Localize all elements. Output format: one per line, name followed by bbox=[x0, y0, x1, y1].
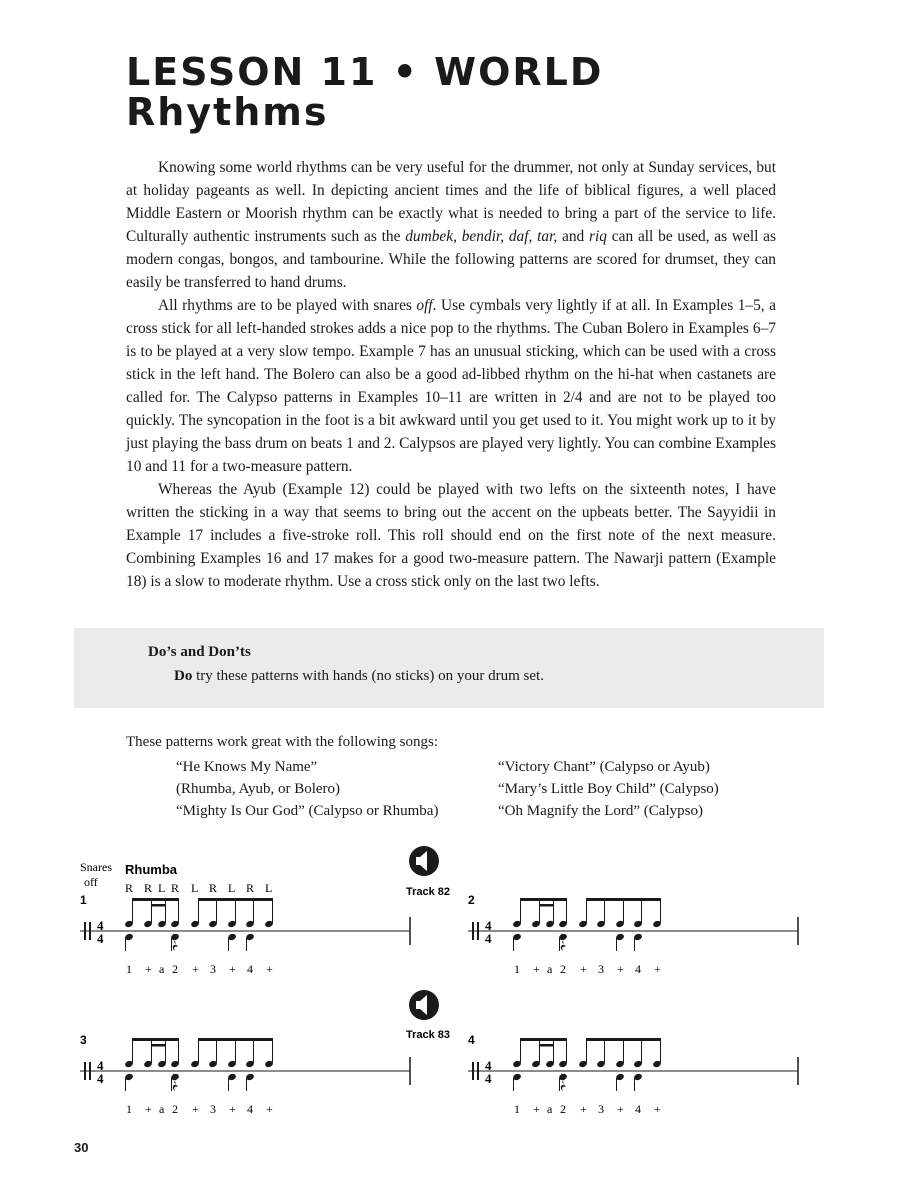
count-label: + bbox=[192, 962, 199, 976]
count-label: + bbox=[266, 1102, 273, 1116]
do-word: Do bbox=[174, 668, 193, 684]
count-label: + bbox=[229, 1102, 236, 1116]
count-label: 1 bbox=[126, 1102, 132, 1116]
count-label: 3 bbox=[210, 1102, 216, 1116]
count-label: 4 bbox=[635, 1102, 641, 1116]
time-signature-top: 4 bbox=[485, 918, 492, 933]
beam bbox=[586, 1038, 661, 1041]
sticking-letter: R bbox=[125, 881, 134, 895]
time-signature-top: 4 bbox=[97, 1058, 104, 1073]
count-label: 4 bbox=[635, 962, 641, 976]
paragraph-2-text-a: All rhythms are to be played with snares bbox=[158, 297, 417, 314]
count-label: + bbox=[654, 1102, 661, 1116]
sticking-letter: R bbox=[209, 881, 218, 895]
count-label: 1 bbox=[514, 1102, 520, 1116]
paragraph-2-italic-off: off bbox=[416, 297, 433, 314]
snares-label: Snares bbox=[80, 860, 112, 874]
dos-and-donts-heading: Do’s and Don’ts bbox=[148, 644, 251, 660]
count-label: + bbox=[145, 1102, 152, 1116]
count-label: 2 bbox=[172, 1102, 178, 1116]
sticking-letter: R bbox=[144, 881, 153, 895]
count-label: a bbox=[547, 962, 553, 976]
song-item: (Rhumba, Ayub, or Bolero) bbox=[176, 781, 341, 797]
count-label: a bbox=[159, 1102, 165, 1116]
percussion-clef bbox=[477, 922, 479, 940]
count-label: + bbox=[580, 962, 587, 976]
sticking-letter: L bbox=[191, 881, 199, 895]
count-label: 3 bbox=[598, 1102, 604, 1116]
lesson-title-line-2: Rhythms bbox=[126, 90, 329, 134]
example-number: 1 bbox=[80, 893, 87, 907]
sticking-letter: R bbox=[246, 881, 255, 895]
percussion-clef bbox=[84, 922, 86, 940]
measure-2 bbox=[468, 893, 798, 976]
sticking-letter: L bbox=[228, 881, 236, 895]
snares-off-label: off bbox=[84, 875, 98, 889]
track-82-label: Track 82 bbox=[406, 886, 451, 898]
lesson-title-line-1: LESSON 11 • WORLD bbox=[126, 50, 604, 94]
time-signature-bottom: 4 bbox=[485, 931, 492, 946]
count-label: + bbox=[617, 1102, 624, 1116]
count-label: a bbox=[159, 962, 165, 976]
sticking-letter: L bbox=[265, 881, 273, 895]
time-signature-bottom: 4 bbox=[97, 931, 104, 946]
do-text: try these patterns with hands (no sticks) on your drum set. bbox=[192, 668, 544, 684]
beam bbox=[586, 898, 661, 901]
time-signature-bottom: 4 bbox=[97, 1071, 104, 1086]
paragraph-1-text-c: can all be used, as well as modern congas, bongos, and tambourine. While the following patterns are scored for drumset, they can easily be transferred to hand drums. bbox=[126, 228, 777, 291]
percussion-clef bbox=[477, 1062, 479, 1080]
beam-secondary bbox=[151, 904, 166, 907]
page-number: 30 bbox=[74, 1140, 89, 1155]
count-label: + bbox=[192, 1102, 199, 1116]
beam-secondary bbox=[539, 1044, 554, 1047]
song-item: “Oh Magnify the Lord” (Calypso) bbox=[498, 803, 703, 819]
sticking-letter: R bbox=[171, 881, 180, 895]
beam-secondary bbox=[539, 904, 554, 907]
track-83-icon bbox=[406, 990, 450, 1041]
sticking-letter: L bbox=[158, 881, 166, 895]
paragraph-1-italic-instruments: dumbek, bendir, daf, tar, bbox=[405, 228, 558, 245]
songs-intro: These patterns work great with the following songs: bbox=[126, 734, 439, 750]
count-label: + bbox=[229, 962, 236, 976]
count-label: + bbox=[654, 962, 661, 976]
percussion-clef bbox=[89, 1062, 91, 1080]
measure-3 bbox=[80, 1033, 410, 1116]
percussion-clef bbox=[89, 922, 91, 940]
paragraph-1-text-b: and bbox=[557, 228, 590, 245]
count-label: + bbox=[617, 962, 624, 976]
count-label: 2 bbox=[560, 1102, 566, 1116]
count-label: a bbox=[547, 1102, 553, 1116]
paragraph-1-text-a: Knowing some world rhythms can be very useful for the drummer, not only at Sunday services, but at holiday pageants as well. In depicting ancient times and the life of biblical figures, a well placed Middle Eastern or Moorish rhythm can be exactly what is needed to bring a part of the service to life. Culturally authentic instruments such as the bbox=[126, 159, 776, 245]
beam bbox=[520, 898, 567, 901]
sticking-row bbox=[125, 881, 272, 895]
time-signature-top: 4 bbox=[97, 918, 104, 933]
example-number: 3 bbox=[80, 1033, 87, 1047]
paragraph-3: Whereas the Ayub (Example 12) could be played with two lefts on the sixteenth notes, I have written the sticking in a way that seems to bring out the accent on the upbeats better. The Sayyidii in Example 17 includes a five-stroke roll. This roll should end on the first note of the next measure. Combining Examples 16 and 17 makes for a good two-measure pattern. The Nawarji pattern (Example 18) is a slow to moderate rhythm. Use a cross stick only on the last two lefts. bbox=[126, 481, 776, 590]
count-label: 3 bbox=[598, 962, 604, 976]
beam bbox=[520, 1038, 567, 1041]
beam bbox=[132, 898, 179, 901]
count-label: + bbox=[580, 1102, 587, 1116]
song-item: “Mary’s Little Boy Child” (Calypso) bbox=[498, 781, 719, 797]
count-label: 4 bbox=[247, 1102, 253, 1116]
example-number: 2 bbox=[468, 893, 475, 907]
percussion-clef bbox=[84, 1062, 86, 1080]
percussion-clef bbox=[472, 922, 474, 940]
count-label: + bbox=[533, 1102, 540, 1116]
percussion-clef bbox=[472, 1062, 474, 1080]
track-82-icon bbox=[406, 846, 450, 898]
song-item: “Mighty Is Our God” (Calypso or Rhumba) bbox=[176, 803, 439, 819]
time-signature-top: 4 bbox=[485, 1058, 492, 1073]
count-label: 1 bbox=[514, 962, 520, 976]
beam bbox=[198, 898, 273, 901]
count-label: + bbox=[266, 962, 273, 976]
staves bbox=[80, 893, 798, 1116]
count-label: + bbox=[533, 962, 540, 976]
time-signature-bottom: 4 bbox=[485, 1071, 492, 1086]
count-label: 1 bbox=[126, 962, 132, 976]
beam bbox=[198, 1038, 273, 1041]
track-83-label: Track 83 bbox=[406, 1029, 451, 1041]
count-label: 2 bbox=[560, 962, 566, 976]
measure-1 bbox=[80, 893, 410, 976]
song-item: “Victory Chant” (Calypso or Ayub) bbox=[498, 759, 710, 775]
measure-4 bbox=[468, 1033, 798, 1116]
example-number: 4 bbox=[468, 1033, 475, 1047]
beam bbox=[132, 1038, 179, 1041]
count-label: + bbox=[145, 962, 152, 976]
count-label: 4 bbox=[247, 962, 253, 976]
song-item: “He Knows My Name” bbox=[176, 759, 318, 775]
beam-secondary bbox=[151, 1044, 166, 1047]
rhumba-label: Rhumba bbox=[125, 862, 177, 877]
count-label: 3 bbox=[210, 962, 216, 976]
paragraph-2-text-b: . Use cymbals very lightly if at all. In Examples 1–5, a cross stick for all left-handed strokes adds a nice pop to the rhythms. The Cuban Bolero in Examples 6–7 is to be played at a very slow tempo. Example 7 has an unusual sticking, which can be used with a cross stick in the left hand. The Bolero can also be a good ad-libbed rhythm on the hi-hat when castanets are called for. The Calypso patterns in Examples 10–11 are written in 2/4 and are not to be played too quickly. The syncopation in the foot is a bit awkward until you get used to it. You might work up to it by just playing the bass drum on beats 1 and 2. Calypsos are played very lightly. You can combine Examples 10 and 11 for a two-measure pattern. bbox=[126, 297, 776, 475]
count-label: 2 bbox=[172, 962, 178, 976]
paragraph-1-italic-riq: riq bbox=[589, 228, 608, 245]
